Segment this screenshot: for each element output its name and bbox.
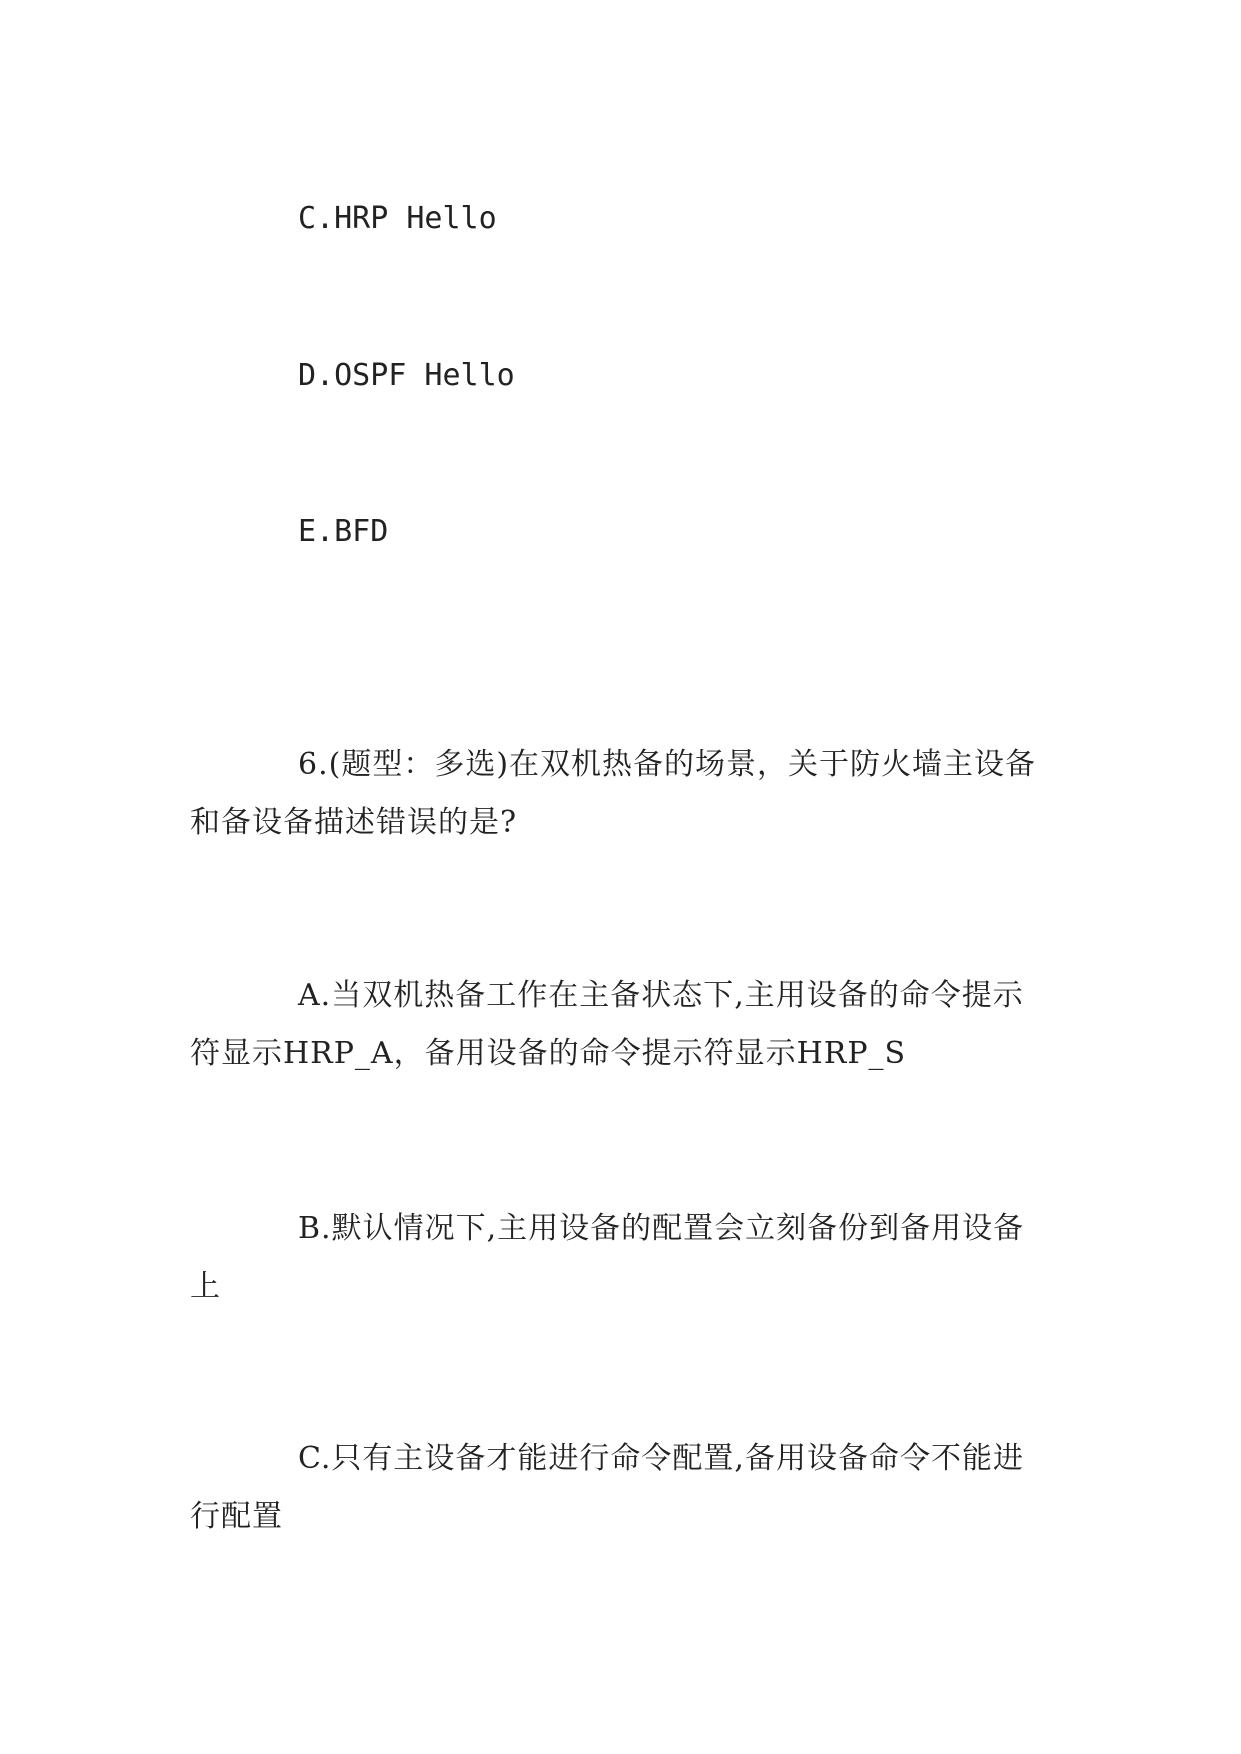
option-e-bfd: E.BFD [298,514,389,549]
q6-option-a: A.当双机热备工作在主备状态下,主用设备的命令提示符显示HRP_A，备用设备的命令提示符显示HRP_S [190,978,1024,1071]
option-c-hrp-hello: C.HRP Hello [298,201,497,236]
q6-option-c: C.只有主设备才能进行命令配置,备用设备命令不能进行配置 [190,1441,1024,1534]
option-d-ospf-hello: D.OSPF Hello [298,358,515,393]
question-6-text: 6.(题型：多选)在双机热备的场景，关于防火墙主设备和备设备描述错误的是? [190,747,1037,840]
q6-option-b: B.默认情况下,主用设备的配置会立刻备份到备用设备上 [190,1211,1025,1304]
